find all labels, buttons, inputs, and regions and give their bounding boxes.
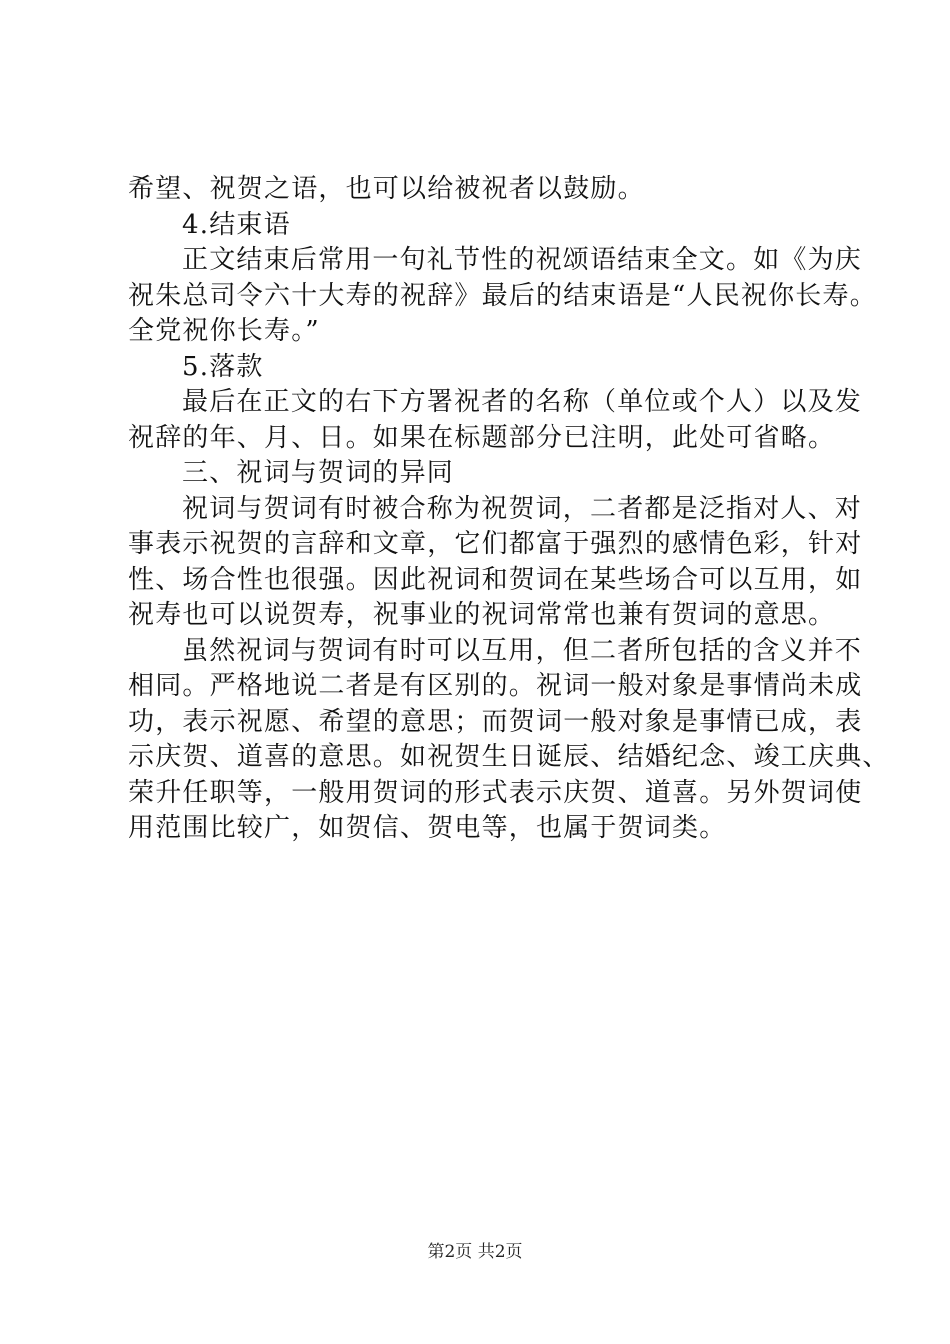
text-line: 示庆贺、道喜的意思。如祝贺生日诞辰、结婚纪念、竣工庆典、 — [128, 742, 890, 772]
text-line: 三、祝词与贺词的异同 — [182, 458, 455, 488]
page-footer: 第2页 共2页 — [427, 1242, 523, 1262]
text-line: 用范围比较广，如贺信、贺电等，也属于贺词类。 — [128, 813, 727, 843]
text-line: 全党祝你长寿。” — [128, 316, 320, 346]
text-line: 事表示祝贺的言辞和文章，它们都富于强烈的感情色彩，针对 — [128, 529, 863, 559]
text-line: 性、场合性也很强。因此祝词和贺词在某些场合可以互用，如 — [128, 564, 863, 595]
text-line: 祝寿也可以说贺寿，祝事业的祝词常常也兼有贺词的意思。 — [128, 600, 836, 630]
text-line: 祝朱总司令六十大寿的祝辞》最后的结束语是“人民祝你长寿。 — [128, 280, 877, 311]
text-line: 希望、祝贺之语，也可以给被祝者以鼓励。 — [128, 174, 645, 204]
text-line: 最后在正文的右下方署祝者的名称（单位或个人）以及发 — [182, 387, 863, 417]
text-line: 虽然祝词与贺词有时可以互用，但二者所包括的含义并不 — [182, 635, 863, 666]
text-line: 相同。严格地说二者是有区别的。祝词一般对象是事情尚未成 — [128, 671, 863, 701]
text-line: 祝辞的年、月、日。如果在标题部分已注明，此处可省略。 — [128, 422, 836, 453]
document-body — [128, 172, 890, 847]
text-line: 祝词与贺词有时被合称为祝贺词，二者都是泛指对人、对 — [182, 493, 863, 524]
text-line: 5.落款 — [182, 351, 264, 382]
text-line: 荣升任职等，一般用贺词的形式表示庆贺、道喜。另外贺词使 — [128, 777, 863, 808]
text-line: 功，表示祝愿、希望的意思；而贺词一般对象是事情已成，表 — [128, 706, 863, 737]
text-line: 4.结束语 — [182, 209, 291, 240]
text-line: 正文结束后常用一句礼节性的祝颂语结束全文。如《为庆 — [182, 245, 863, 275]
